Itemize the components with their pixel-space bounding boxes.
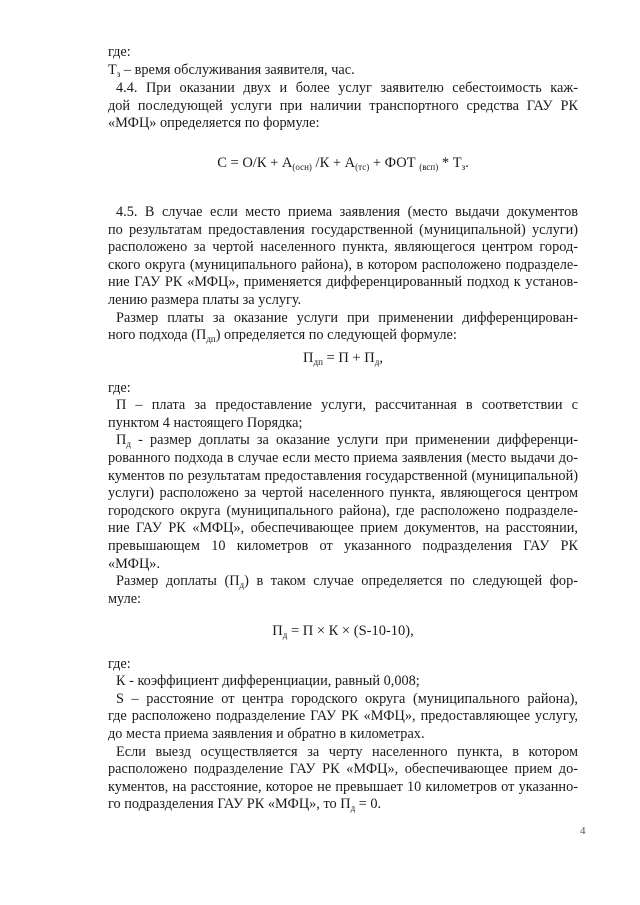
text-line: дой последующей услуги при наличии транспортного средства ГАУ РК [108, 98, 578, 114]
text-line: кументов по результатам предоставления государственной (муниципальной) [108, 468, 578, 484]
text-line: го подразделения ГАУ РК «МФЦ», то $П_д = 0$. [108, 796, 382, 813]
text-line: $Т_з$ – время обслуживания заявителя, час. [108, 62, 355, 79]
text-line: где: [108, 44, 131, 60]
text-line: ние ГАУ РК «МФЦ», применяется дифференцированный подход к установ- [108, 274, 578, 290]
text-line: Если выезд осуществляется за черту населенного пункта, в котором [116, 744, 578, 760]
text-line: рованного подхода в случае если место приема заявления (место выдачи до- [108, 450, 578, 466]
text-line: городского округа (муниципального района), где расположено подразделе- [108, 503, 578, 519]
formula-surcharge: $П_д = П \times К \times (S-10-10)$, [272, 623, 414, 640]
text-line: по результатам предоставления государственной (муниципальной) услуги) [108, 222, 578, 238]
text-line: ние ГАУ РК «МФЦ», обеспечивающее прием документов, на расстоянии, [108, 520, 578, 536]
text-line: превышающем 10 километров от указанного подразделения ГАУ РК [108, 538, 578, 554]
text-line: до места приема заявления и обратно в километрах. [108, 726, 425, 742]
formula-payment: $П_{дп} = П + П_д$, [303, 350, 383, 367]
text-line: S – расстояние от центра городского округа (муниципального района), [116, 691, 578, 707]
text-line: Размер платы за оказание услуги при применении дифференцирован- [116, 310, 578, 326]
text-line: пунктом 4 настоящего Порядка; [108, 415, 303, 431]
text-line: 4.5. В случае если место приема заявления (место выдачи документов [116, 204, 578, 220]
text-line: ного подхода $(П_{дп})$ определяется по следующей формуле: [108, 327, 457, 344]
text-line: где: [108, 656, 131, 672]
formula-cost: $С = О/К + А_{(осн)}$ $/К + А_{(тс)}$ + ФОТ $_{(всп)} * Т_з$. [217, 155, 469, 172]
text-line: муле: [108, 591, 142, 607]
text-line: ского округа (муниципального района), в котором расположено подразделе- [108, 257, 578, 273]
text-line: расположено подразделение ГАУ РК «МФЦ», обеспечивающее прием до- [108, 761, 578, 777]
text-line: кументов, на расстояние, которое не превышает 10 километров от указанно- [108, 779, 578, 795]
page-number: 4 [580, 825, 586, 837]
text-line: «МФЦ» определяется по формуле: [108, 115, 320, 131]
text-line: $П_д$ - размер доплаты за оказание услуги при применении дифференци- [116, 432, 578, 449]
text-line: где: [108, 380, 131, 396]
text-line: П – плата за предоставление услуги, рассчитанная в соответствии с [116, 397, 578, 413]
text-line: «МФЦ». [108, 556, 161, 572]
text-line: лению размера платы за услугу. [108, 292, 302, 308]
text-line: К - коэффициент дифференциации, равный 0,008; [116, 673, 420, 689]
text-line: где расположено подразделение ГАУ РК «МФЦ», предоставляющее услугу, [108, 708, 578, 724]
text-line: услуги) расположено за чертой населенного пункта, являющегося центром [108, 485, 578, 501]
text-line: 4.4. При оказании двух и более услуг заявителю себестоимость каж- [116, 80, 578, 96]
text-line: Размер доплаты $(П_д)$ в таком случае определяется по следующей фор- [116, 573, 578, 590]
text-line: расположено за чертой населенного пункта, являющегося центром город- [108, 239, 578, 255]
